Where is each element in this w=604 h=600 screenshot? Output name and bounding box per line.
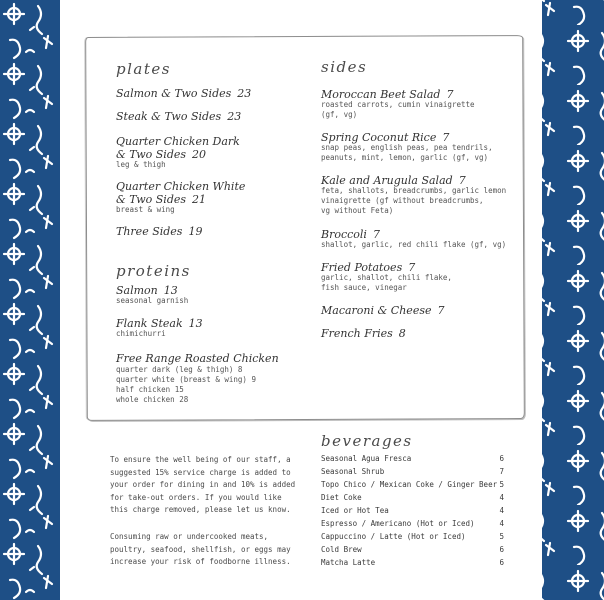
plates-heading: plates <box>116 60 171 78</box>
item-note: feta, shallots, breadcrumbs, garlic lemon <box>321 186 507 195</box>
item-note: seasonal garnish <box>116 296 189 305</box>
item-note: quarter dark (leg & thigh) 8 <box>116 365 243 374</box>
beverage-row: Diet Coke 4 <box>321 493 504 502</box>
item-note: half chicken 15 <box>116 385 184 394</box>
item-note: snap peas, english peas, pea tendrils, <box>321 143 493 152</box>
menu-item: Steak & Two Sides 23 <box>116 110 242 123</box>
beverage-row: Seasonal Shrub 7 <box>321 467 504 476</box>
notice-line: To ensure the well being of our staff, a <box>110 455 291 464</box>
beverages-heading: beverages <box>321 432 413 450</box>
item-note: (gf, vg) <box>321 110 358 119</box>
menu-item: Quarter Chicken White <box>116 180 246 193</box>
notice-line: for take-out orders. If you would like <box>110 492 282 502</box>
menu-item: Free Range Roasted Chicken <box>116 352 279 365</box>
notice-line: increase your risk of foodborne illness. <box>110 557 291 566</box>
item-note: leg & thigh <box>116 160 166 169</box>
item-note: breast & wing <box>116 205 175 214</box>
menu-item: Kale and Arugula Salad 7 <box>321 174 466 187</box>
menu-item: Three Sides 19 <box>116 225 203 238</box>
menu-item: Salmon 13 <box>116 284 178 297</box>
menu-item: Moroccan Beet Salad 7 <box>321 88 454 101</box>
menu-item: Fried Potatoes 7 <box>321 261 416 274</box>
menu-item: Broccoli 7 <box>321 228 380 241</box>
notice-line: this charge removed, please let us know. <box>110 505 291 514</box>
menu-item: Macaroni & Cheese 7 <box>321 304 445 317</box>
service-charge-notice <box>110 454 310 517</box>
beverage-row: Cold Brew 6 <box>321 545 504 554</box>
item-note: chimichurri <box>116 329 166 338</box>
notice-line: poultry, seafood, shellfish, or eggs may <box>110 544 291 554</box>
notice-line: Consuming raw or undercooked meats, <box>110 532 269 541</box>
pattern-decoration-left <box>0 0 60 600</box>
beverage-row: Seasonal Agua Fresca 6 <box>321 454 504 463</box>
right-pattern-band <box>542 0 604 600</box>
beverage-row: Espresso / Americano (Hot or Iced) 4 <box>321 519 504 528</box>
item-note: vinaigrette (gf without breadcrumbs, <box>321 196 484 205</box>
item-note: shallot, garlic, red chili flake (gf, vg) <box>321 240 507 249</box>
item-note: peanuts, mint, lemon, garlic (gf, vg) <box>321 153 489 162</box>
sides-heading: sides <box>321 58 368 76</box>
menu-item: Quarter Chicken Dark <box>116 135 240 148</box>
beverage-row: Iced or Hot Tea 4 <box>321 506 504 515</box>
beverage-row: Topo Chico / Mexican Coke / Ginger Beer 5 <box>321 480 504 489</box>
item-note: roasted carrots, cumin vinaigrette <box>321 100 475 109</box>
proteins-heading: proteins <box>116 262 191 280</box>
menu-item: & Two Sides 20 <box>116 148 207 161</box>
left-pattern-band <box>0 0 60 600</box>
menu-item: Salmon & Two Sides 23 <box>116 87 252 100</box>
item-note: garlic, shallot, chili flake, <box>321 273 452 282</box>
notice-line: suggested 15% service charge is added to <box>110 467 291 477</box>
item-note: whole chicken 28 <box>116 395 189 404</box>
menu-item: Spring Coconut Rice 7 <box>321 131 450 144</box>
item-note: fish sauce, vinegar <box>321 283 407 292</box>
pattern-decoration-right <box>542 0 604 600</box>
item-note: quarter white (breast & wing) 9 <box>116 375 256 384</box>
item-note: vg without Feta) <box>321 206 394 215</box>
beverage-row: Cappuccino / Latte (Hot or Iced) 5 <box>321 532 504 541</box>
menu-item: Flank Steak 13 <box>116 317 203 330</box>
health-notice <box>110 531 310 569</box>
menu-item: French Fries 8 <box>321 327 406 340</box>
notice-line: your order for dining in and 10% is added <box>110 480 296 489</box>
menu-item: & Two Sides 21 <box>116 193 207 206</box>
beverage-row: Matcha Latte 6 <box>321 558 504 567</box>
